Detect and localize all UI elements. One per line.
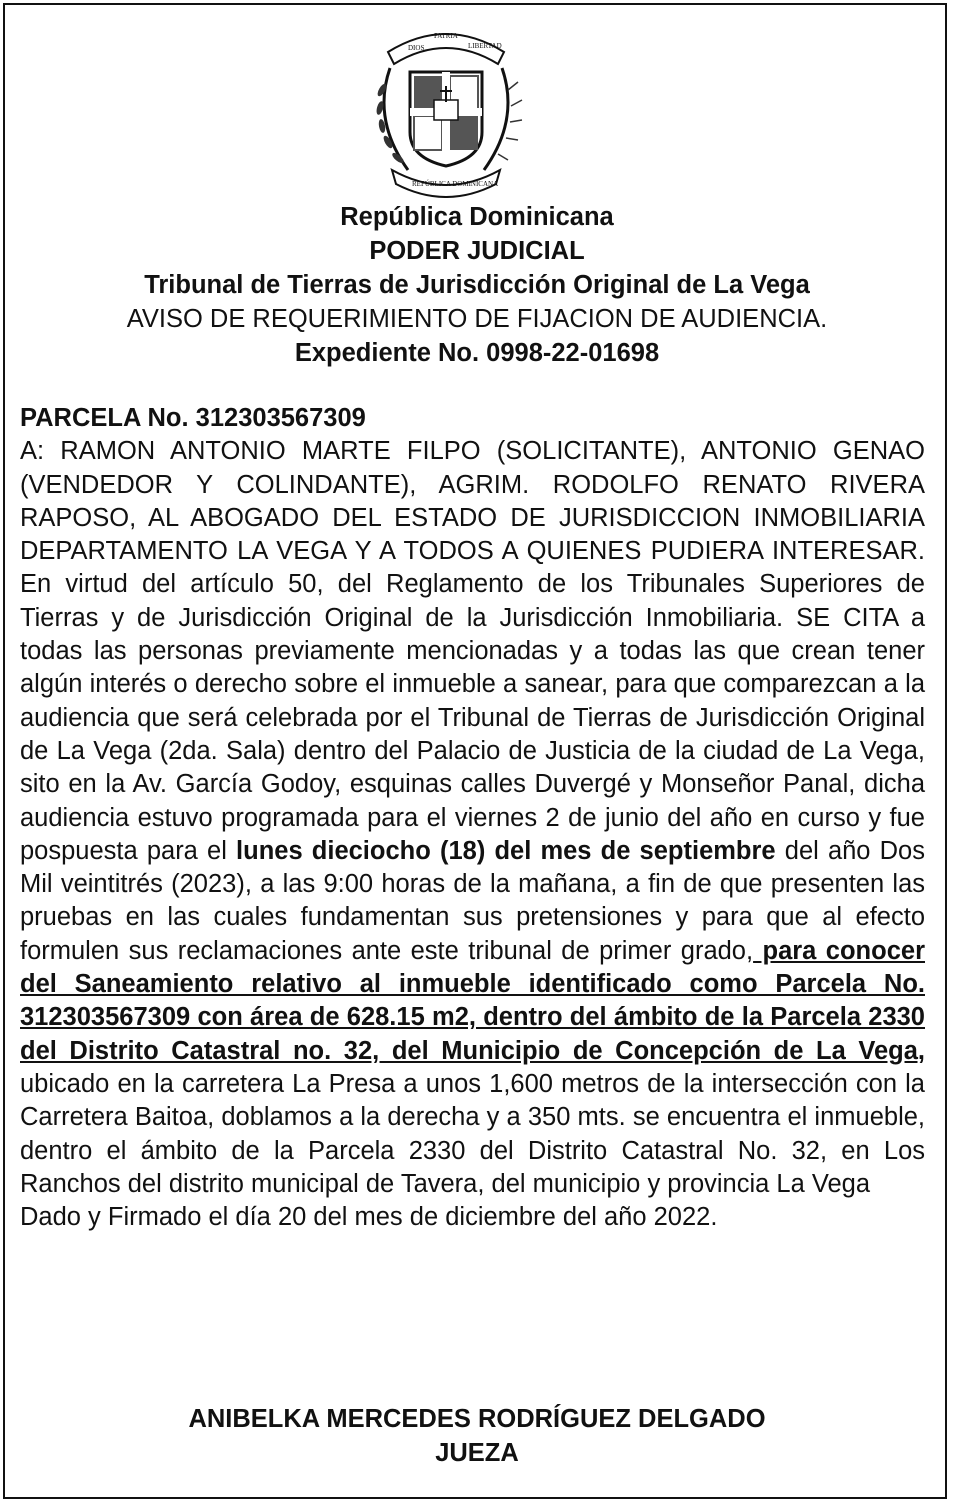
notice-paragraph	[20, 435, 925, 1201]
svg-text:DIOS: DIOS	[408, 44, 425, 52]
judge-name: ANIBELKA MERCEDES RODRÍGUEZ DELGADO	[188, 1405, 766, 1433]
signature-block	[0, 1402, 954, 1470]
judicial-branch: PODER JUDICIAL	[369, 237, 585, 265]
notice-header	[0, 200, 954, 370]
notice-text-part-3: ubicado en la carretera La Presa a unos 1,600 metros de la intersección con la Carretera Baitoa, doblamos a la derecha y a 350 mts. se encuentra el inmueble, dentro el ámbito de la Parcela 2330 del Distrito Catastral No. 32, en Los Ranchos del distrito municipal de Tavera, del municipio y provincia La Vega	[20, 1069, 925, 1198]
coat-of-arms-icon	[368, 20, 524, 198]
country-name: República Dominicana	[340, 203, 614, 231]
svg-text:PATRIA: PATRIA	[434, 32, 458, 40]
notice-title: AVISO DE REQUERIMIENTO DE FIJACION DE AUDIENCIA.	[126, 305, 828, 333]
notice-text-part-2: del año Dos Mil veintitrés (2023), a las 9:00 horas de la mañana, a fin de que presenten las pruebas en las cuales fundamentan sus pretensiones y para que al efecto formulen sus reclamaciones ante este tribunal de primer grado,	[20, 836, 925, 965]
hearing-date: lunes dieciocho (18) del mes de septiembre	[236, 836, 776, 865]
notice-body	[20, 402, 925, 1234]
svg-text:REPÚBLICA DOMINICANA: REPÚBLICA DOMINICANA	[412, 180, 499, 188]
court-name: Tribunal de Tierras de Jurisdicción Original de La Vega	[144, 271, 810, 299]
case-number: Expediente No. 0998-22-01698	[294, 339, 660, 367]
purpose-statement: para conocer del Saneamiento relativo al inmueble identificado como Parcela No. 312303567309 con área de 628.15 m2, dentro del ámbito de la Parcela 2330 del Distrito Catastral no. 32, del Municipio de Concepción de La Vega,	[20, 936, 925, 1065]
notice-text-part-1: A: RAMON ANTONIO MARTE FILPO (SOLICITANTE), ANTONIO GENAO (VENDEDOR Y COLINDANTE), AGRIM. RODOLFO RENATO RIVERA RAPOSO, AL ABOGADO DEL ESTADO DE JURISDICCION INMOBILIARIA DEPARTAMENTO LA VEGA Y A TODOS A QUIENES PUDIERA INTERESAR. En virtud del artículo 50, del Reglamento de los Tribunales Superiores de Tierras y de Jurisdicción Original de la Jurisdicción Inmobiliaria. SE CITA a todas las personas previamente mencionadas y a todas las que crean tener algún interés o derecho sobre el inmueble a sanear, para que comparezcan a la audiencia que será celebrada por el Tribunal de Tierras de Jurisdicción Original de La Vega (2da. Sala) dentro del Palacio de Justicia de la ciudad de La Vega, sito en la Av. García Godoy, esquinas calles Duvergé y Monseñor Panal, dicha audiencia estuvo programada para el viernes 2 de junio del año en curso y fue pospuesta para el	[20, 437, 925, 865]
signed-date: Dado y Firmado el día 20 del mes de diciembre del año 2022.	[20, 1203, 718, 1232]
parcel-number: PARCELA No. 312303567309	[20, 404, 366, 432]
svg-text:LIBERTAD: LIBERTAD	[468, 42, 502, 50]
judge-title: JUEZA	[435, 1439, 519, 1467]
